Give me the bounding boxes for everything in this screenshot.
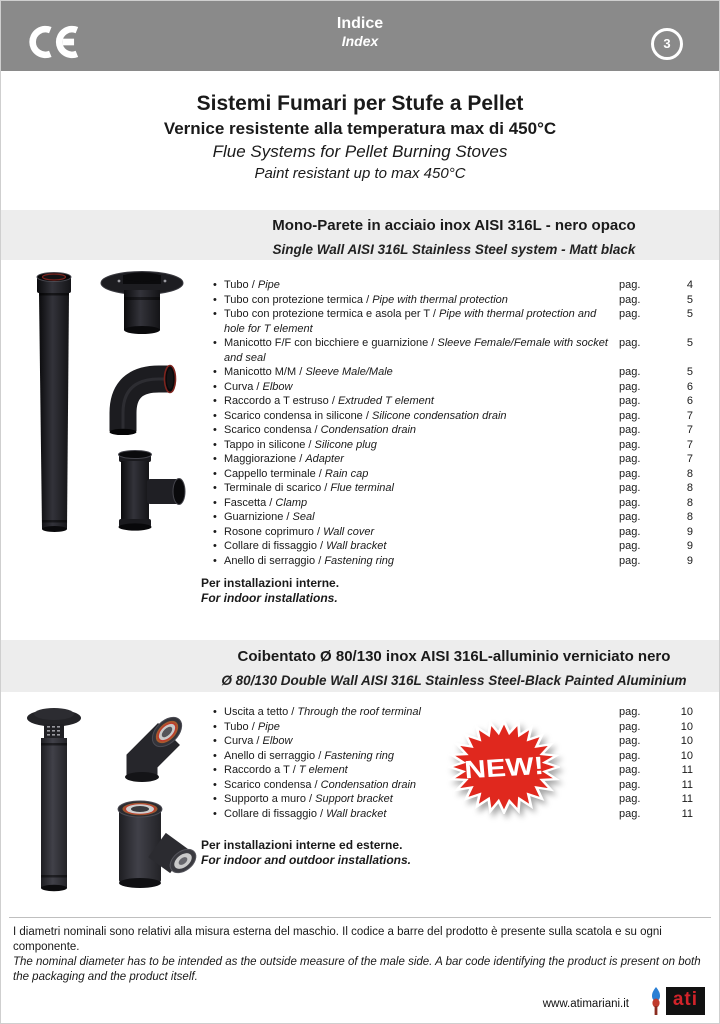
item-text: Supporto a muro / Support bracket xyxy=(224,793,393,805)
item-text: Collare di fissaggio / Wall bracket xyxy=(224,807,387,820)
bullet-icon: • xyxy=(213,424,217,436)
index-list-item xyxy=(213,481,705,496)
section-double-wall-header xyxy=(1,640,719,692)
company-logo xyxy=(648,986,705,1016)
page-number: 8 xyxy=(686,482,693,494)
page-title-it: Sistemi Fumari per Stufe a Pellet xyxy=(196,92,524,115)
page-number: 8 xyxy=(686,511,693,523)
item-text: Tubo con protezione termica / Pipe with thermal protection xyxy=(224,293,508,306)
pag-label: pag. xyxy=(619,438,641,451)
bullet-icon: • xyxy=(213,511,217,523)
bullet-icon: • xyxy=(213,720,217,733)
bullet-icon: • xyxy=(213,735,217,747)
page-number: 7 xyxy=(686,438,693,451)
item-text: Terminale di scarico / Flue terminal xyxy=(224,482,394,494)
item-text: Raccordo a T / T element xyxy=(224,764,348,776)
pag-label: pag. xyxy=(619,793,641,805)
page-number: 6 xyxy=(686,395,693,407)
logo-text: ati xyxy=(666,987,705,1015)
bullet-icon: • xyxy=(213,525,217,538)
item-text: Cappello terminale / Rain cap xyxy=(224,467,369,480)
double-wall-tee-photo xyxy=(105,795,199,895)
section-title-it: Coibentato Ø 80/130 inox AISI 316L-alluminio verniciato nero xyxy=(237,648,671,665)
pag-label: pag. xyxy=(619,735,641,747)
note-it: Per installazioni interne. xyxy=(201,576,340,590)
pag-label: pag. xyxy=(619,554,641,567)
index-list-item xyxy=(213,438,705,453)
bullet-icon: • xyxy=(213,706,217,718)
note-it: Per installazioni interne ed esterne. xyxy=(201,838,403,852)
item-text: Manicotto F/F con bicchiere e guarnizione / Sleeve Female/Female with socket and seal xyxy=(224,337,608,364)
bullet-icon: • xyxy=(213,438,217,451)
page-number: 6 xyxy=(686,380,693,393)
index-list-item xyxy=(213,423,705,438)
bullet-icon: • xyxy=(213,496,217,509)
bullet-icon: • xyxy=(213,279,217,291)
elbow-45-photo xyxy=(109,705,191,785)
single-wall-pipe-photo xyxy=(31,269,77,537)
item-text: Curva / Elbow xyxy=(224,380,293,393)
page-subtitle-en: Paint resistant up to max 450°C xyxy=(254,165,466,182)
item-text: Anello di serraggio / Fastening ring xyxy=(224,749,395,762)
page-title-block xyxy=(1,91,719,184)
section-single-wall-header xyxy=(1,210,719,260)
pag-label: pag. xyxy=(619,366,641,378)
single-wall-product-photos xyxy=(1,263,216,583)
header-title-it: Indice xyxy=(336,15,384,32)
pag-label: pag. xyxy=(619,764,641,776)
index-list-item xyxy=(213,409,705,424)
bullet-icon: • xyxy=(213,807,217,820)
index-list-item xyxy=(213,539,705,554)
index-list-item xyxy=(213,307,705,336)
item-text: Tubo / Pipe xyxy=(224,279,280,291)
index-list-item xyxy=(213,452,705,467)
website-url: www.atimariani.it xyxy=(542,998,629,1010)
item-text: Fascetta / Clamp xyxy=(224,496,308,509)
pag-label: pag. xyxy=(619,482,641,494)
pag-label: pag. xyxy=(619,496,641,509)
page-number: 10 xyxy=(680,706,693,718)
item-text: Scarico condensa / Condensation drain xyxy=(224,778,417,791)
note-en: For indoor installations. xyxy=(201,591,338,605)
item-text: Tubo con protezione termica e asola per T / Pipe with thermal protection and hole for T element xyxy=(224,308,597,335)
page-number: 4 xyxy=(686,279,693,291)
page-number: 5 xyxy=(686,308,693,320)
index-list-item xyxy=(213,705,705,720)
match-flame-icon xyxy=(648,986,664,1016)
index-list-item xyxy=(213,554,705,569)
item-text: Scarico condensa / Condensation drain xyxy=(224,424,417,436)
pag-label: pag. xyxy=(619,279,641,291)
pag-label: pag. xyxy=(619,511,641,523)
page-number: 8 xyxy=(686,467,693,480)
bullet-icon: • xyxy=(213,409,217,422)
page-number: 11 xyxy=(681,807,693,820)
bullet-icon: • xyxy=(213,308,217,320)
page-number: 5 xyxy=(686,337,693,349)
bullet-icon: • xyxy=(213,467,217,480)
section-title-en: Single Wall AISI 316L Stainless Steel system - Matt black xyxy=(272,242,636,257)
index-list-item xyxy=(213,394,705,409)
pag-label: pag. xyxy=(619,720,641,733)
index-list-item xyxy=(213,336,705,365)
pag-label: pag. xyxy=(619,453,641,465)
bullet-icon: • xyxy=(213,764,217,776)
double-wall-note xyxy=(201,838,411,868)
page-subtitle-it: Vernice resistente alla temperatura max di 450°C xyxy=(163,119,557,138)
bullet-icon: • xyxy=(213,778,217,791)
pag-label: pag. xyxy=(619,395,641,407)
item-text: Uscita a tetto / Through the roof terminal xyxy=(224,706,421,718)
page-number: 11 xyxy=(681,793,693,805)
page-number: 7 xyxy=(686,453,693,465)
footer-note-en: The nominal diameter has to be intended as the outside measure of the male side. A bar code identifying the product is present on both the packaging and the product itself. xyxy=(13,956,701,983)
page-number: 7 xyxy=(686,409,693,422)
item-text: Guarnizione / Seal xyxy=(224,511,315,523)
footer-note xyxy=(13,925,713,985)
item-text: Tappo in silicone / Silicone plug xyxy=(224,438,377,451)
header-title-en: Index xyxy=(341,33,379,49)
index-list-item xyxy=(213,380,705,395)
item-text: Manicotto M/M / Sleeve Male/Male xyxy=(224,366,393,378)
bullet-icon: • xyxy=(213,293,217,306)
page-number: 10 xyxy=(680,720,693,733)
single-wall-index-list xyxy=(213,278,705,568)
item-text: Collare di fissaggio / Wall bracket xyxy=(224,540,387,552)
page-number-badge: 3 xyxy=(651,28,683,60)
page-number: 5 xyxy=(686,293,693,306)
double-wall-product-photos xyxy=(1,699,216,909)
bullet-icon: • xyxy=(213,749,217,762)
new-badge xyxy=(448,720,560,814)
pag-label: pag. xyxy=(619,380,641,393)
index-list-item xyxy=(213,496,705,511)
page-number: 8 xyxy=(686,496,693,509)
note-en: For indoor and outdoor installations. xyxy=(201,853,411,867)
item-text: Rosone coprimuro / Wall cover xyxy=(224,525,375,538)
pag-label: pag. xyxy=(619,293,641,306)
bullet-icon: • xyxy=(213,366,217,378)
index-list-item xyxy=(213,365,705,380)
item-text: Raccordo a T estruso / Extruded T element xyxy=(224,395,434,407)
item-text: Maggiorazione / Adapter xyxy=(224,453,344,465)
pag-label: pag. xyxy=(619,308,641,320)
footer-divider xyxy=(9,917,711,918)
item-text: Tubo / Pipe xyxy=(224,720,280,733)
index-list-item xyxy=(213,510,705,525)
bullet-icon: • xyxy=(213,337,217,349)
pag-label: pag. xyxy=(619,807,641,820)
pag-label: pag. xyxy=(619,424,641,436)
pag-label: pag. xyxy=(619,540,641,552)
header-bar xyxy=(1,1,719,71)
index-list-item xyxy=(213,525,705,540)
page-number: 9 xyxy=(686,554,693,567)
item-text: Scarico condensa in silicone / Silicone condensation drain xyxy=(224,409,507,422)
pag-label: pag. xyxy=(619,525,641,538)
tee-element-photo xyxy=(109,449,189,533)
section-title-en: Ø 80/130 Double Wall AISI 316L Stainless Steel-Black Painted Aluminium xyxy=(221,673,687,688)
pag-label: pag. xyxy=(619,337,641,349)
bullet-icon: • xyxy=(213,395,217,407)
page-number: 10 xyxy=(680,749,693,762)
pag-label: pag. xyxy=(619,467,641,480)
page-number: 7 xyxy=(686,424,693,436)
item-text: Anello di serraggio / Fastening ring xyxy=(224,554,395,567)
pag-label: pag. xyxy=(619,778,641,791)
bullet-icon: • xyxy=(213,453,217,465)
roof-terminal-photo xyxy=(25,703,83,899)
pag-label: pag. xyxy=(619,409,641,422)
page-number: 9 xyxy=(686,540,693,552)
index-list-item xyxy=(213,293,705,308)
page-number: 11 xyxy=(681,778,693,791)
new-badge-label: NEW! xyxy=(463,751,545,784)
page-title-en: Flue Systems for Pellet Burning Stoves xyxy=(212,142,508,161)
page-number: 9 xyxy=(686,525,693,538)
elbow-photo xyxy=(107,363,191,435)
bullet-icon: • xyxy=(213,554,217,567)
index-list-item xyxy=(213,278,705,293)
index-list-item xyxy=(213,467,705,482)
page-number: 5 xyxy=(686,366,693,378)
bullet-icon: • xyxy=(213,793,217,805)
footer-note-it: I diametri nominali sono relativi alla misura esterna del maschio. Il codice a barre del prodotto è presente sulla scatola e su ogni componente. xyxy=(13,926,662,953)
page-number: 10 xyxy=(680,735,693,747)
rain-cap-photo xyxy=(99,268,185,336)
item-text: Curva / Elbow xyxy=(224,735,293,747)
single-wall-note xyxy=(201,576,339,606)
bullet-icon: • xyxy=(213,380,217,393)
pag-label: pag. xyxy=(619,749,641,762)
bullet-icon: • xyxy=(213,482,217,494)
pag-label: pag. xyxy=(619,706,641,718)
page-number: 11 xyxy=(681,764,693,776)
section-title-it: Mono-Parete in acciaio inox AISI 316L - nero opaco xyxy=(272,217,636,234)
header-titles xyxy=(1,14,719,50)
bullet-icon: • xyxy=(213,540,217,552)
